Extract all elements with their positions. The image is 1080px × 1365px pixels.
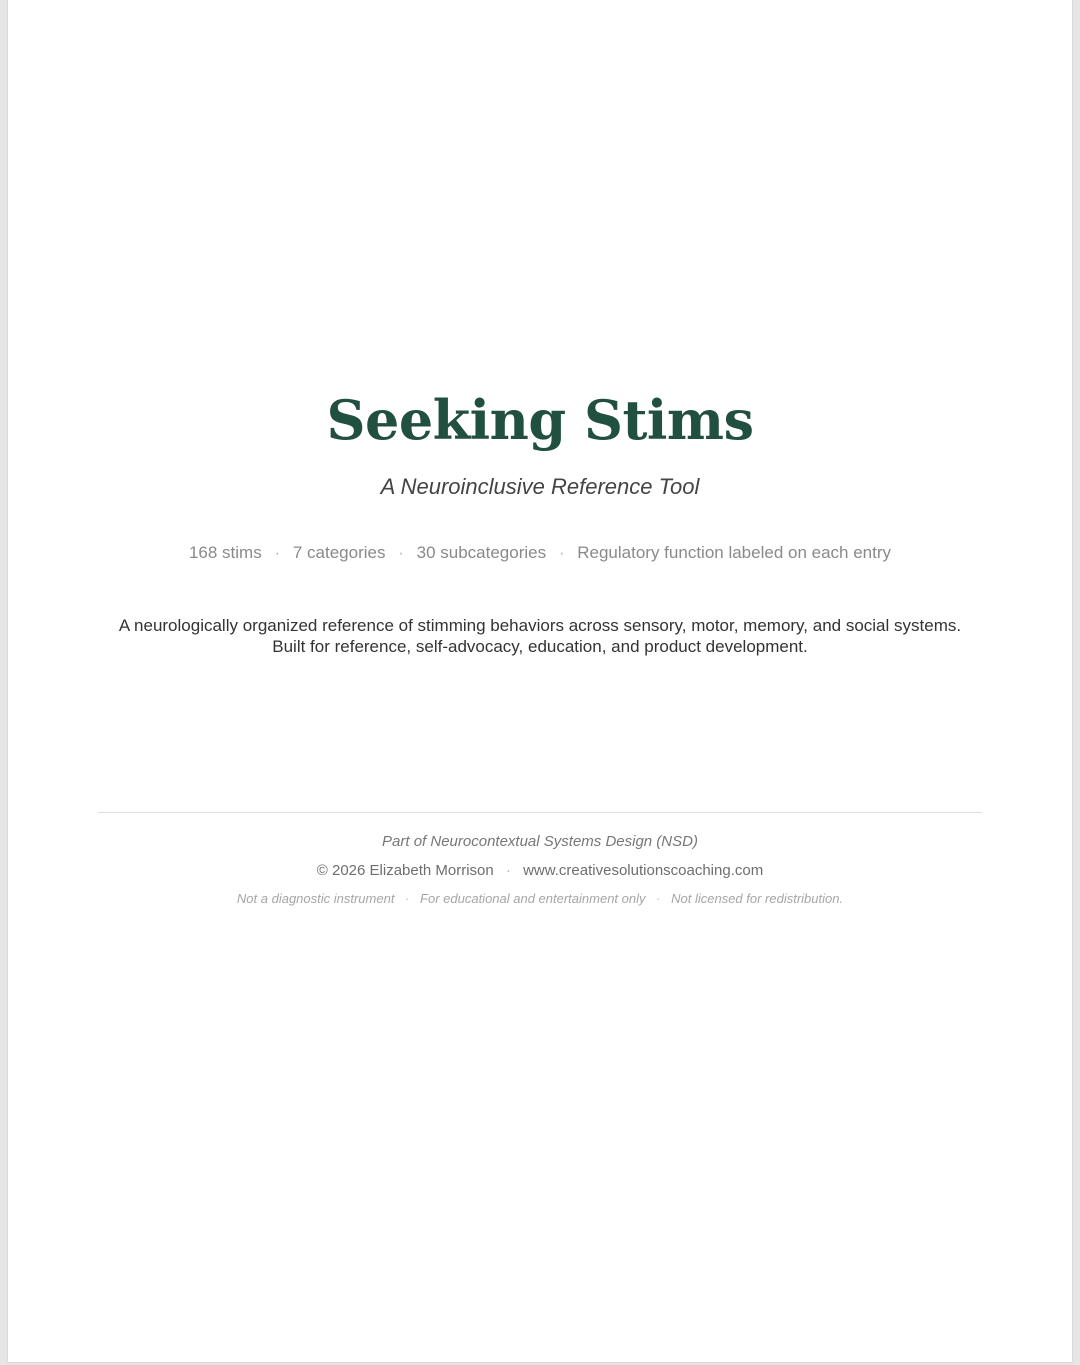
stat-subcategories: 30 subcategories	[416, 543, 547, 562]
document-title: Seeking Stims	[326, 388, 754, 452]
disclaimer-educational: For educational and entertainment only	[420, 891, 646, 906]
stat-separator: ·	[558, 543, 565, 562]
footer-separator: ·	[405, 891, 410, 906]
description	[8, 615, 1072, 657]
stat-categories: 7 categories	[292, 543, 386, 562]
document-page	[8, 0, 1072, 1362]
disclaimer-redistribution: Not licensed for redistribution.	[671, 891, 844, 906]
description-line: Built for reference, self-advocacy, education, and product development.	[272, 637, 808, 656]
footer-disclaimer-line	[8, 891, 1072, 906]
description-line: A neurologically organized reference of stimming behaviors across sensory, motor, memory, and social systems.	[118, 616, 962, 635]
footer-separator: ·	[505, 862, 511, 879]
stat-separator: ·	[398, 543, 404, 562]
footer-separator: ·	[656, 891, 661, 906]
stat-separator: ·	[274, 543, 281, 562]
disclaimer-diagnostic: Not a diagnostic instrument	[236, 891, 395, 906]
stat-regulatory-function: Regulatory function labeled on each entry	[577, 543, 892, 562]
copyright-text: © 2026 Elizabeth Morrison	[316, 862, 494, 879]
stats-line	[8, 543, 1072, 563]
stat-stims: 168 stims	[188, 543, 262, 562]
document-subtitle: A Neuroinclusive Reference Tool	[380, 474, 700, 499]
footer-copyright-line	[8, 862, 1072, 879]
footer-part-of: Part of Neurocontextual Systems Design (NSD)	[382, 833, 698, 850]
website-link[interactable]: www.creativesolutionscoaching.com	[523, 862, 764, 879]
footer-divider	[98, 812, 982, 813]
